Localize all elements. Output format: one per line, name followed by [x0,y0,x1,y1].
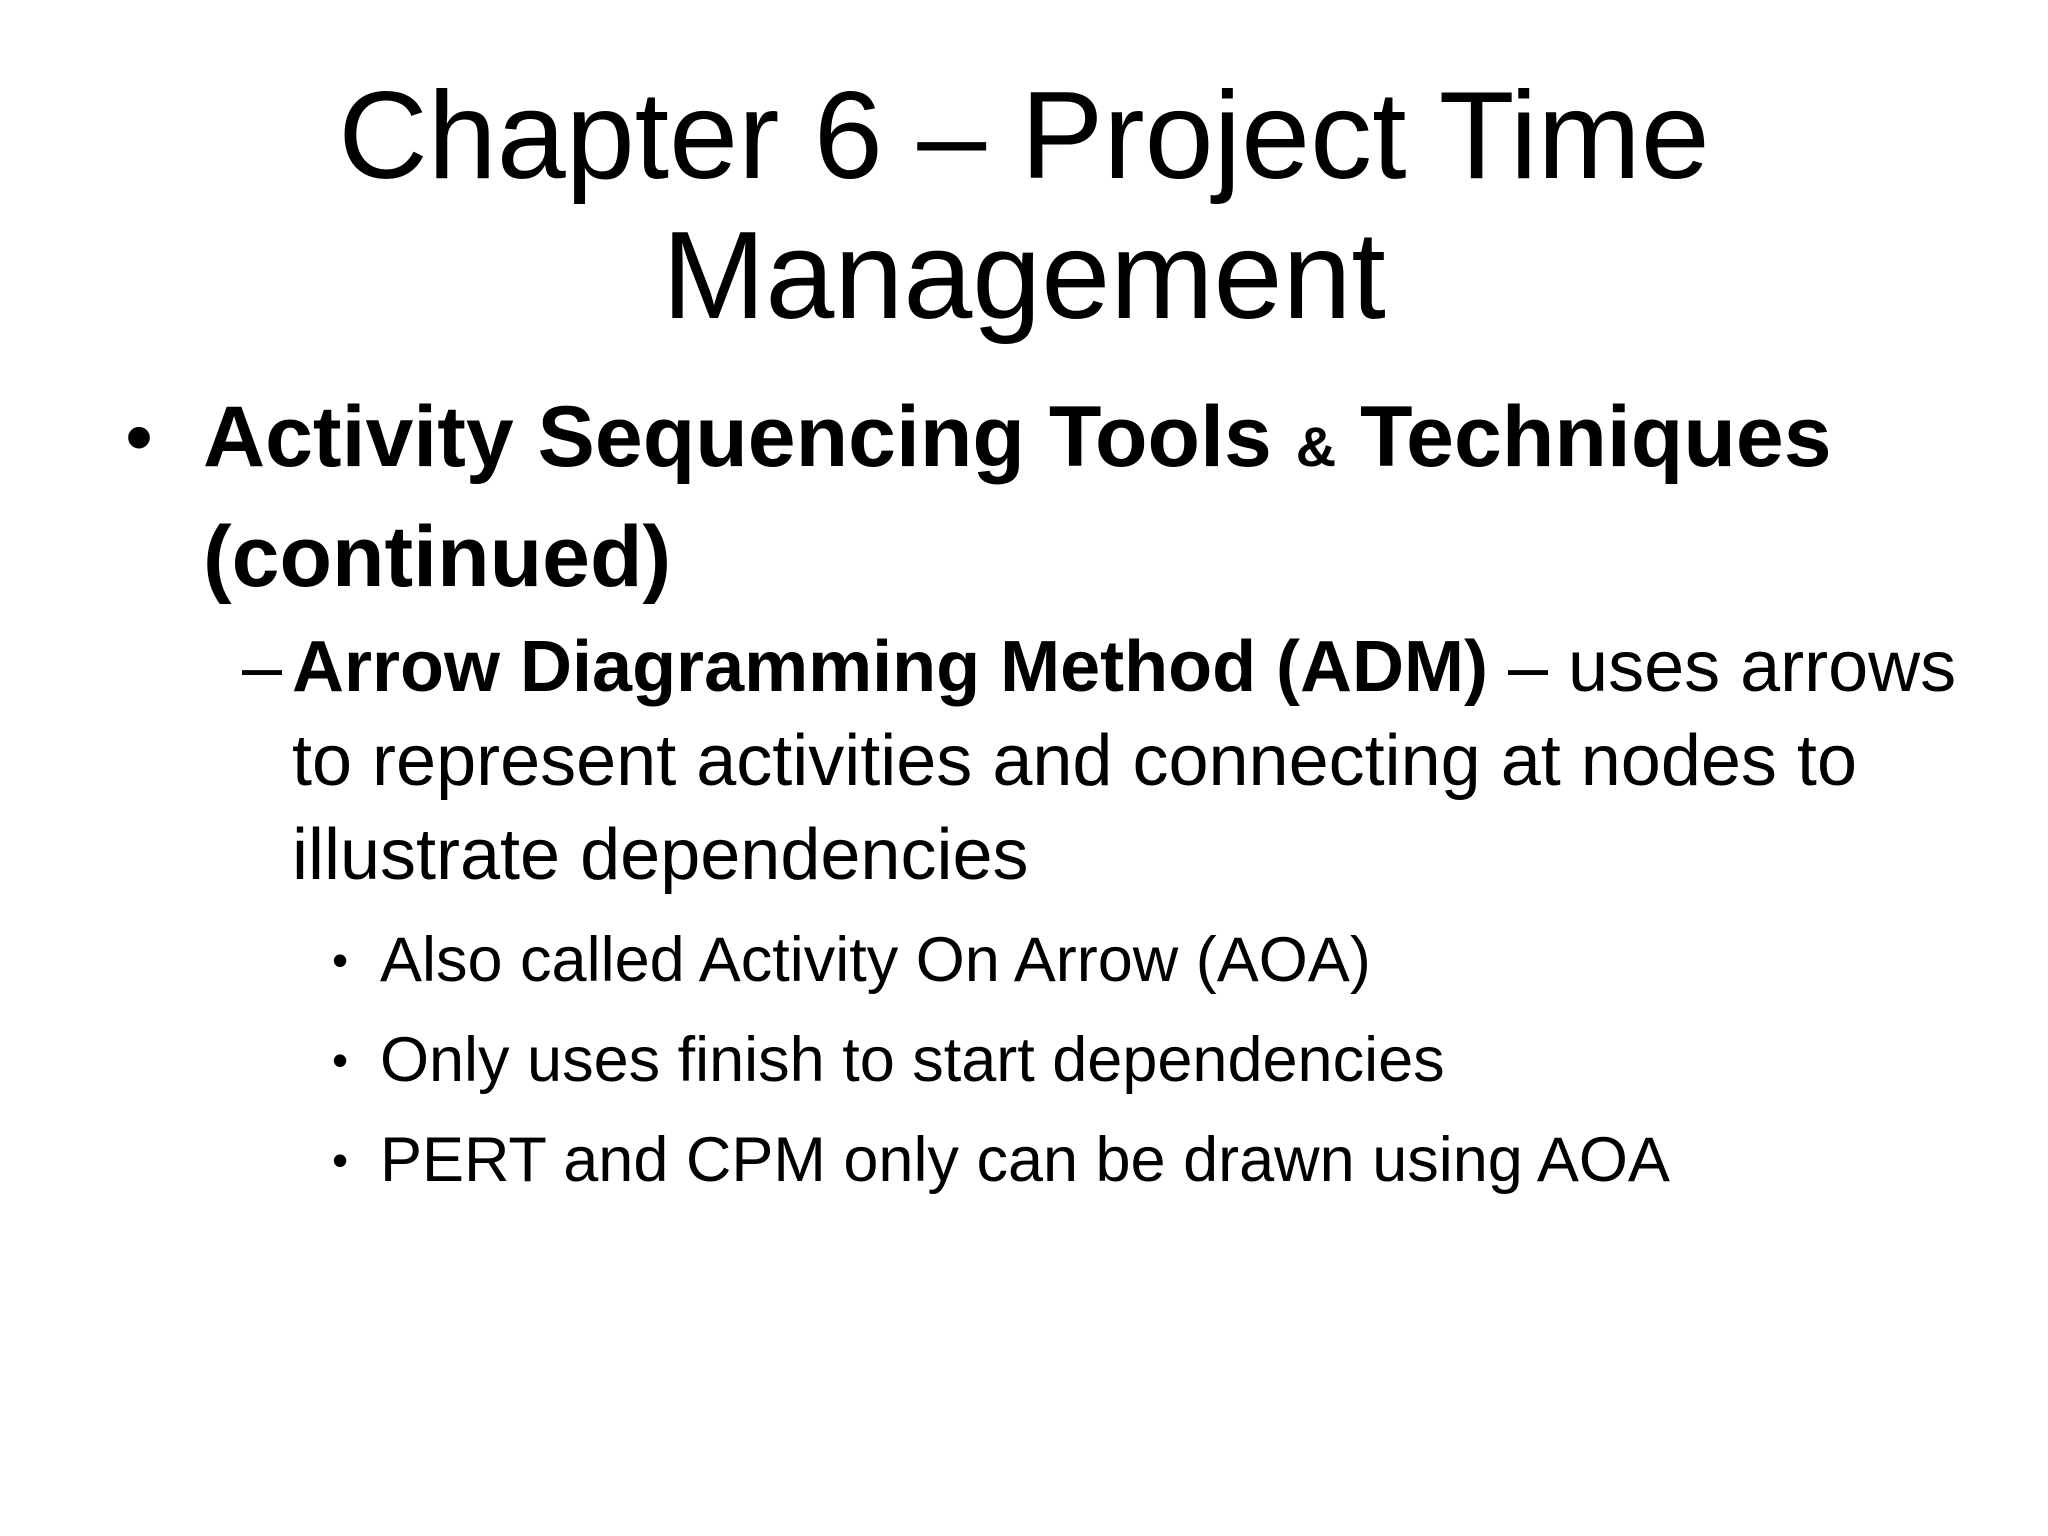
slide-title-line-2: Management [662,207,1386,345]
bullet-level-2-text [292,620,2032,902]
sub-bullet-item [332,916,2012,1006]
dash-marker: – [242,627,283,707]
sub-bullet-marker: • [332,1034,349,1086]
bullet-marker: • [125,392,154,481]
sub-bullet-item [332,1116,2012,1206]
bullet-level-1-text-a: Activity Sequencing Tools [203,389,1296,485]
sub-bullet-text: Also called Activity On Arrow (AOA) [380,925,1371,995]
adm-term: Arrow Diagramming Method (ADM) [292,627,1488,707]
sub-bullet-text: Only uses finish to start dependencies [380,1025,1445,1095]
bullet-level-1-text-b: Techniques (continued) [203,389,1832,605]
sub-bullet-item [332,1016,2012,1106]
slide-title-line-1: Chapter 6 – Project Time [338,67,1710,205]
sub-bullet-text: PERT and CPM only can be drawn using AOA [380,1125,1670,1195]
sub-bullet-marker: • [332,1134,349,1186]
slide-title [0,66,2048,346]
adm-description: – uses arrows to represent activities and connecting at nodes to illustrate dependencies [292,627,1957,895]
bullet-level-1-text [203,382,2003,612]
sub-bullet-marker: • [332,934,349,986]
ampersand: & [1295,415,1337,478]
